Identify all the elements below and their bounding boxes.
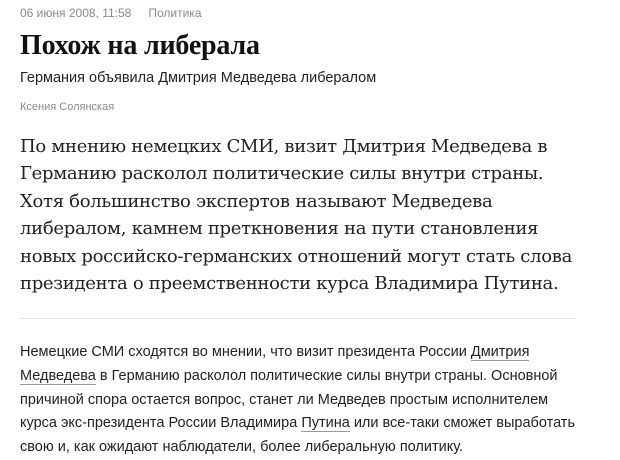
article-subtitle: Германия объявила Дмитрия Медведева либералом (20, 70, 377, 86)
author-name[interactable]: Ксения Солянская (20, 101, 115, 113)
article-lead: По мнению немецких СМИ, визит Дмитрия Медведева в Германию расколол политические силы внутри страны. Хотя большинство экспертов называют Медведева либералом, камнем преткновения на пути становления новых российско-германских отношений могут стать слова президента о преемственности курса Владимира Путина. (20, 136, 573, 295)
body-text-part-2: в Германию расколол политические силы внутри страны. Основной причиной спора остается вопрос, станет ли Медведев простым исполнителем курса экс-президента России Владимира (20, 368, 558, 432)
body-text-part-3: или все-таки сможет выработать свою и, как ожидают наблюдатели, более либеральную политику. (20, 415, 576, 455)
medvedev-link[interactable]: Дмитрия Медведева (20, 344, 530, 385)
article-meta (20, 5, 580, 21)
article-title: Похож на либерала (20, 30, 260, 61)
body-text-part-1: Немецкие СМИ сходятся во мнении, что визит президента России (20, 344, 471, 361)
rubric-link[interactable]: Политика (148, 6, 202, 20)
divider (20, 318, 575, 319)
putin-link[interactable]: Путина (301, 415, 350, 432)
article-body-paragraph (20, 341, 580, 459)
article (20, 0, 580, 459)
article-author[interactable] (20, 100, 580, 114)
article-datetime: 06 июня 2008, 11:58 (20, 6, 132, 20)
